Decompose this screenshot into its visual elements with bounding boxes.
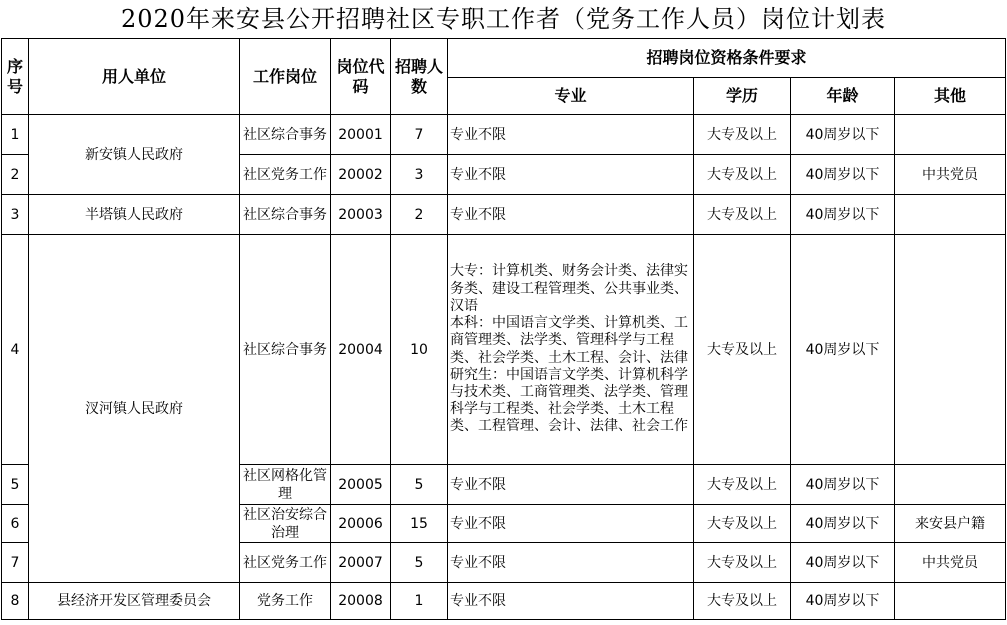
header-code: 岗位代码 <box>331 39 391 115</box>
table-row <box>2 115 1006 155</box>
major-cell: 专业不限 <box>448 155 694 195</box>
code-cell: 20003 <box>331 195 391 235</box>
other-cell <box>895 115 1006 155</box>
education-cell: 大专及以上 <box>694 155 791 195</box>
position-cell: 社区综合事务 <box>240 115 331 155</box>
major-cell: 专业不限 <box>448 195 694 235</box>
count-cell: 2 <box>391 195 448 235</box>
header-requirements: 招聘岗位资格条件要求 <box>448 39 1006 78</box>
header-age: 年龄 <box>791 78 895 115</box>
education-cell: 大专及以上 <box>694 115 791 155</box>
code-cell: 20008 <box>331 583 391 620</box>
header-major: 专业 <box>448 78 694 115</box>
age-cell: 40周岁以下 <box>791 465 895 505</box>
other-cell <box>895 195 1006 235</box>
age-cell: 40周岁以下 <box>791 583 895 620</box>
position-cell: 党务工作 <box>240 583 331 620</box>
count-cell: 3 <box>391 155 448 195</box>
major-cell: 专业不限 <box>448 583 694 620</box>
seq-cell: 4 <box>2 235 29 465</box>
code-cell: 20001 <box>331 115 391 155</box>
other-cell: 中共党员 <box>895 543 1006 583</box>
code-cell: 20005 <box>331 465 391 505</box>
unit-cell: 半塔镇人民政府 <box>29 195 240 235</box>
major-cell: 专业不限 <box>448 543 694 583</box>
unit-cell: 汊河镇人民政府 <box>29 235 240 583</box>
seq-cell: 3 <box>2 195 29 235</box>
major-detail-cell: 大专：计算机类、财务会计类、法律实务类、建设工程管理类、公共事业类、汉语 本科：中国语言文学类、计算机类、工商管理类、法学类、管理科学与工程类、社会学类、土木工程、会计、法律 研究生：中国语言文学类、计算机科学与技术类、工商管理类、法学类、管理科学与工程类、社会学类、土木工程类、工程管理、会计、法律、社会工作 <box>448 235 694 465</box>
page-title: 2020年来安县公开招聘社区专职工作者（党务工作人员）岗位计划表 <box>120 5 887 33</box>
education-cell: 大专及以上 <box>694 195 791 235</box>
other-cell <box>895 583 1006 620</box>
code-cell: 20007 <box>331 543 391 583</box>
education-cell: 大专及以上 <box>694 465 791 505</box>
major-cell: 专业不限 <box>448 115 694 155</box>
count-cell: 5 <box>391 543 448 583</box>
education-cell: 大专及以上 <box>694 505 791 543</box>
count-cell: 15 <box>391 505 448 543</box>
count-cell: 5 <box>391 465 448 505</box>
age-cell: 40周岁以下 <box>791 155 895 195</box>
header-unit: 用人单位 <box>29 39 240 115</box>
position-cell: 社区党务工作 <box>240 155 331 195</box>
age-cell: 40周岁以下 <box>791 235 895 465</box>
other-cell: 中共党员 <box>895 155 1006 195</box>
position-cell: 社区综合事务 <box>240 235 331 465</box>
table-row <box>2 235 1006 465</box>
header-position: 工作岗位 <box>240 39 331 115</box>
position-cell: 社区网格化管理 <box>240 465 331 505</box>
unit-cell: 新安镇人民政府 <box>29 115 240 195</box>
position-cell: 社区党务工作 <box>240 543 331 583</box>
count-cell: 7 <box>391 115 448 155</box>
major-cell: 专业不限 <box>448 505 694 543</box>
count-cell: 10 <box>391 235 448 465</box>
other-cell: 来安县户籍 <box>895 505 1006 543</box>
major-cell: 专业不限 <box>448 465 694 505</box>
seq-cell: 8 <box>2 583 29 620</box>
count-cell: 1 <box>391 583 448 620</box>
recruitment-table <box>1 38 1006 620</box>
code-cell: 20002 <box>331 155 391 195</box>
age-cell: 40周岁以下 <box>791 195 895 235</box>
age-cell: 40周岁以下 <box>791 543 895 583</box>
age-cell: 40周岁以下 <box>791 505 895 543</box>
age-cell: 40周岁以下 <box>791 115 895 155</box>
seq-cell: 6 <box>2 505 29 543</box>
table-row <box>2 583 1006 620</box>
education-cell: 大专及以上 <box>694 583 791 620</box>
seq-cell: 7 <box>2 543 29 583</box>
position-cell: 社区综合事务 <box>240 195 331 235</box>
education-cell: 大专及以上 <box>694 235 791 465</box>
seq-cell: 5 <box>2 465 29 505</box>
header-count: 招聘人数 <box>391 39 448 115</box>
code-cell: 20006 <box>331 505 391 543</box>
position-cell: 社区治安综合治理 <box>240 505 331 543</box>
seq-cell: 1 <box>2 115 29 155</box>
header-other: 其他 <box>895 78 1006 115</box>
other-cell <box>895 465 1006 505</box>
code-cell: 20004 <box>331 235 391 465</box>
header-education: 学历 <box>694 78 791 115</box>
unit-cell: 县经济开发区管理委员会 <box>29 583 240 620</box>
table-row <box>2 195 1006 235</box>
education-cell: 大专及以上 <box>694 543 791 583</box>
seq-cell: 2 <box>2 155 29 195</box>
other-cell <box>895 235 1006 465</box>
header-seq: 序号 <box>2 39 29 115</box>
